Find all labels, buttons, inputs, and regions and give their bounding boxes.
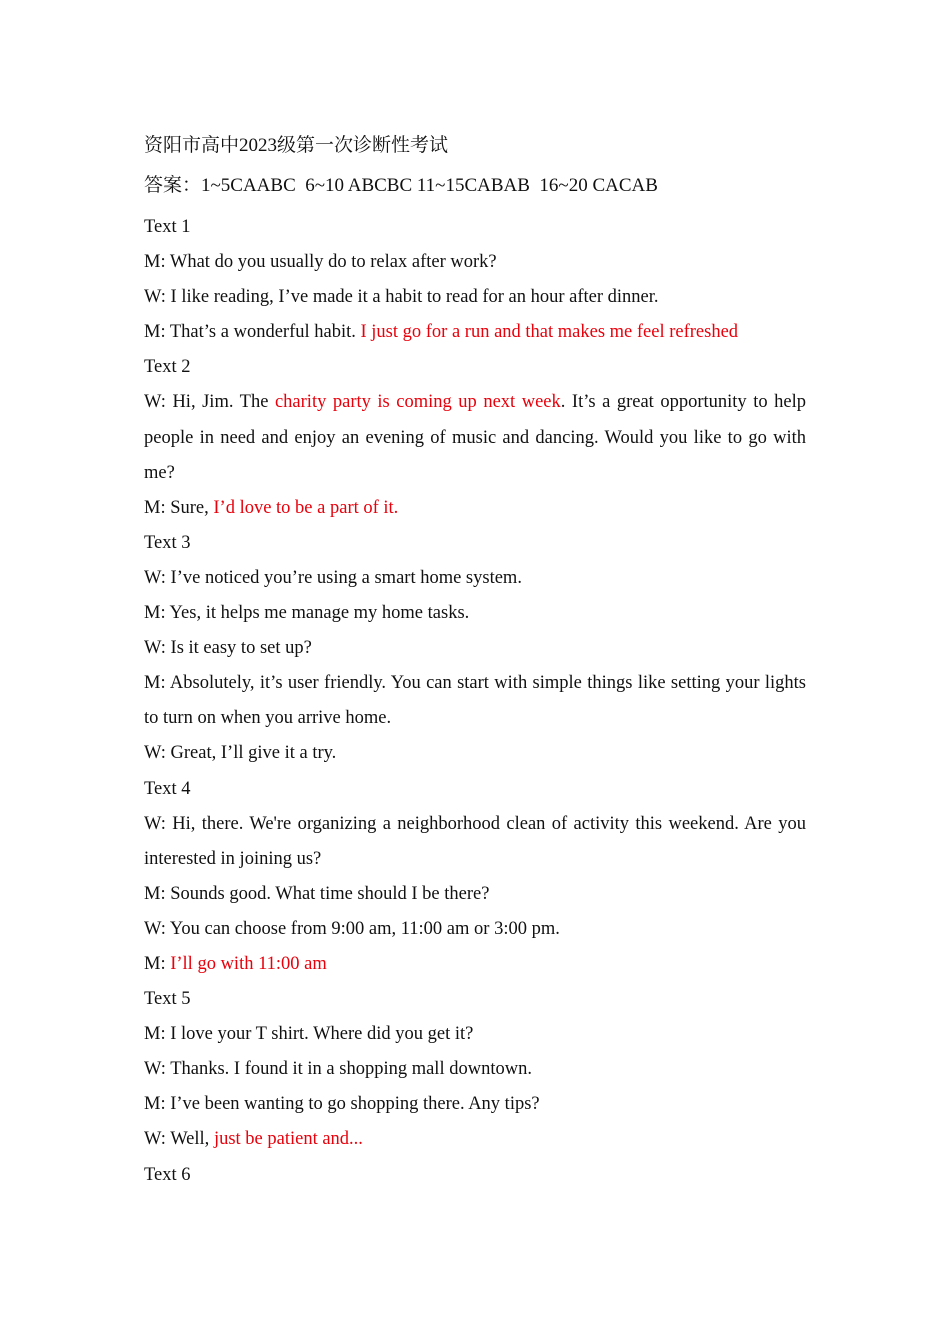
- listening-transcript: [144, 210, 806, 1193]
- highlighted-answer: I’d love to be a part of it.: [213, 497, 399, 518]
- dialogue-text: . It’s a great opportunity to help people in need and enjoy an evening of music and dancing. Would you like to go with me?: [144, 392, 806, 483]
- dialogue-line: [144, 736, 806, 771]
- transcript-section: [144, 772, 806, 983]
- dialogue-text: W: Thanks. I found it in a shopping mall downtown.: [144, 1059, 532, 1080]
- dialogue-text: M: What do you usually do to relax after work?: [144, 252, 497, 273]
- dialogue-text: M: Yes, it helps me manage my home tasks.: [144, 603, 470, 624]
- dialogue-text: M: That’s a wonderful habit.: [144, 322, 361, 343]
- dialogue-text: M: Sure,: [144, 497, 214, 518]
- dialogue-line: [144, 596, 806, 631]
- dialogue-text: M: Absolutely, it’s user friendly. You can start with simple things like setting your lights to turn on when you arrive home.: [144, 673, 806, 729]
- highlighted-answer: charity party is coming up next week: [274, 392, 561, 413]
- dialogue-text: W: You can choose from 9:00 am, 11:00 am or 3:00 pm.: [144, 918, 560, 939]
- dialogue-line: [144, 561, 806, 596]
- dialogue-text: W: Is it easy to set up?: [144, 638, 312, 659]
- document-title: 资阳市高中2023级第一次诊断性考试: [144, 135, 449, 156]
- dialogue-text: W: Well,: [144, 1129, 214, 1150]
- dialogue-text: W: I like reading, I’ve made it a habit to read for an hour after dinner.: [144, 287, 659, 308]
- dialogue-line: [144, 631, 806, 666]
- transcript-section: [144, 982, 806, 1157]
- section-heading: Text 2: [144, 357, 191, 378]
- dialogue-line: [144, 280, 806, 315]
- dialogue-text: M: Sounds good. What time should I be there?: [144, 883, 490, 904]
- dialogue-text: M:: [144, 953, 171, 974]
- highlighted-answer: just be patient and...: [213, 1129, 363, 1150]
- dialogue-text: W: Hi, Jim. The: [144, 392, 275, 413]
- transcript-section: [144, 210, 806, 350]
- dialogue-line: [144, 807, 806, 877]
- highlighted-answer: I just go for a run and that makes me feel refreshed: [360, 322, 739, 343]
- section-heading: Text 1: [144, 217, 191, 237]
- dialogue-line: [144, 385, 806, 490]
- section-heading: Text 3: [144, 532, 191, 553]
- document-content: [144, 128, 806, 1193]
- dialogue-text: W: Hi, there. We're organizing a neighborhood clean of activity this weekend. Are you interested in joining us?: [144, 813, 806, 869]
- section-heading: Text 5: [144, 989, 191, 1010]
- transcript-section: [144, 350, 806, 525]
- dialogue-line: [144, 912, 806, 947]
- dialogue-line: [144, 491, 806, 526]
- dialogue-line: [144, 1087, 806, 1122]
- transcript-section: [144, 526, 806, 772]
- dialogue-text: W: I’ve noticed you’re using a smart home system.: [144, 567, 522, 588]
- dialogue-line: [144, 947, 806, 982]
- answer-key: 答案：1~5CAABC 6~10 ABCBC 11~15CABAB 16~20 CACAB: [144, 175, 658, 196]
- dialogue-line: [144, 1122, 806, 1157]
- section-heading: Text 6: [144, 1164, 191, 1185]
- dialogue-line: [144, 245, 806, 280]
- dialogue-text: W: Great, I’ll give it a try.: [144, 743, 337, 764]
- transcript-section: [144, 1158, 806, 1193]
- dialogue-line: [144, 315, 806, 350]
- dialogue-line: [144, 877, 806, 912]
- dialogue-line: [144, 1017, 806, 1052]
- dialogue-text: M: I love your T shirt. Where did you get it?: [144, 1024, 474, 1045]
- dialogue-line: [144, 1052, 806, 1087]
- section-heading: Text 4: [144, 778, 191, 799]
- dialogue-line: [144, 666, 806, 736]
- highlighted-answer: I’ll go with 11:00 am: [170, 953, 327, 974]
- dialogue-text: M: I’ve been wanting to go shopping there. Any tips?: [144, 1094, 540, 1115]
